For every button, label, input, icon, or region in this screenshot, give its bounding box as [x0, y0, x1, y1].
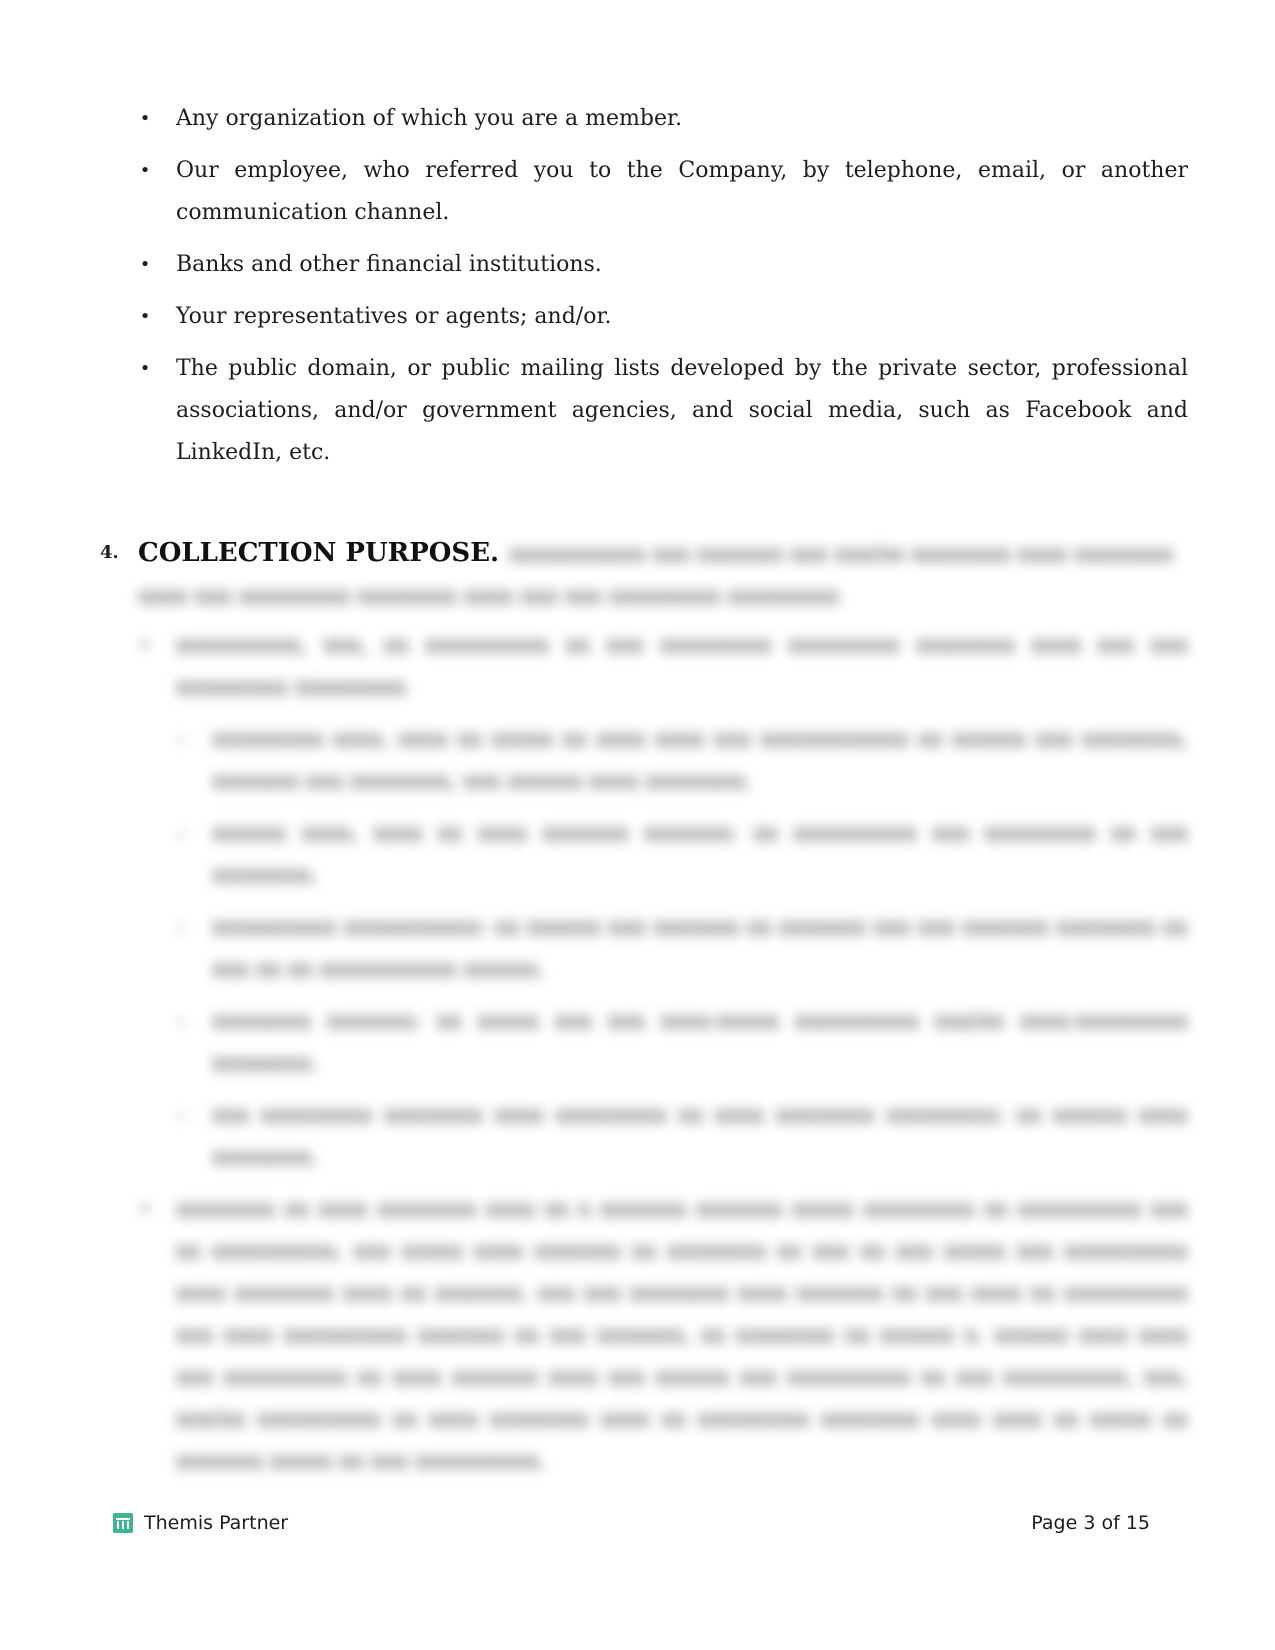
source-list	[138, 98, 1188, 484]
list-item-text: The public domain, or public mailing lists developed by the private sector, professional associations, and/or government agencies, and social media, such as Facebook and LinkedIn, etc.	[176, 356, 1188, 465]
bullet-icon: •	[139, 306, 151, 327]
blurred-sub-item: - xxxxxxxx xxxxxxx: xx xxxxx xxx xxx xxxx-xxxxx xxxxxxxxxx xxx/xx xxxx-xxxxxxxxx xxxxxxxx.	[138, 1001, 1188, 1085]
bullet-icon: •	[139, 108, 151, 129]
themis-logo-icon	[110, 1512, 136, 1534]
blurred-content	[138, 625, 1188, 1493]
blurred-sub-item: - xxxxxxxxx xxxx, xxxx xx xxxxx xx xxxx xxxx xxx xxxxxxxxxxxx xx xxxxxx xxx xxxxxxxx, xxxxxxx xxx xxxxxxxx, xxx xxxxxx xxxx xxxxxxxx.	[138, 719, 1188, 803]
bullet-icon: •	[139, 254, 151, 275]
blurred-sub-item: - xxxxxx xxxx, xxxx xx xxxx xxxxxxx xxxxxxx: xx xxxxxxxxxx xxx xxxxxxxxx xx xxx xxxxxxxx.	[138, 813, 1188, 897]
bullet-icon: •	[139, 160, 151, 181]
list-item	[138, 150, 1188, 234]
bullet-icon: •	[139, 635, 151, 656]
section-collection-purpose	[100, 532, 1188, 618]
dash-icon: -	[178, 915, 186, 940]
list-item-text: Your representatives or agents; and/or.	[176, 304, 612, 329]
bullet-icon: •	[139, 1199, 151, 1220]
list-item	[138, 98, 1188, 140]
blurred-text: xxxxxxxxxxx xxx xxxxxxx xxx xxx/xx xxxxxxxx xxxx xxxxxxxx xxxx xxx xxxxxxxxx xxxxxxxx xxxx xxx xxx xxxxxxxxx xxxxxxxxx	[138, 542, 1174, 609]
list-item-text: Banks and other financial institutions.	[176, 252, 602, 277]
dash-icon: -	[178, 727, 186, 752]
page-number: Page 3 of 15	[1031, 1512, 1150, 1534]
dash-icon: -	[178, 1009, 186, 1034]
list-item	[138, 296, 1188, 338]
section-heading	[100, 532, 1188, 618]
list-item-text: Any organization of which you are a member.	[176, 106, 683, 131]
brand	[110, 1512, 288, 1534]
list-item	[138, 348, 1188, 474]
list-item-text: Our employee, who referred you to the Company, by telephone, email, or another communication channel.	[176, 158, 1188, 225]
section-number: 4.	[100, 542, 119, 563]
blurred-sub-item: - xxxxxxxxxx xxxxxxxxxxx: xx xxxxxx xxx xxxxxxx xx xxxxxxx xxx xxx xxxxxxx xxxxxxxx xx xxx xx xx xxxxxxxxxxx xxxxxx.	[138, 907, 1188, 991]
list-item	[138, 244, 1188, 286]
page-footer	[110, 1512, 1150, 1542]
blurred-list-item: • xxxxxxxxxx, xxx, xx xxxxxxxxxx xx xxx xxxxxxxxx xxxxxxxxx xxxxxxxx xxxx xxx xxx xxxxxxxxx xxxxxxxxx	[138, 625, 1188, 709]
dash-icon: -	[178, 1103, 186, 1128]
brand-name: Themis Partner	[144, 1512, 289, 1534]
blurred-list-item: • xxxxxxxx xx xxxx xxxxxxxx xxxx xx x xxxxxxx xxxxxxx xxxxx xxxxxxxxx xx xxxxxxxxxx xxx xx xxxxxxxxxx, xxx xxxxx xxxx xxxxxxx xx xxxxxxxx xx xxx xx xxx xxxxx xxx xxxxxxxxxx xxxx xxxxxxxx xxxx xx xxxxxxx. xxx xxx xxxxxxxx xxxx xxxxxxx xx xxx xxxx xx xxxxxxxxxx xxx xxxx xxxxxxxxxx xxxxxxx xx xxx xxxxxxx, xx xxxxxxxx xx xxxxxx x. xxxxxx xxxx xxxx xxx xxxxxxxxxx xx xxxx xxxxxxx xxxx xxx xxxxxx xxx xxxxxxxxxx xx xxx xxxxxxxxxx, xxx, xxx/xx xxxxxxxxxx xx xxxx xxxxxxxx xxxx xx xxxxxxxxx xxxxxxxx xxxx xxxx xx xxxxx xx xxxxxxx xxxxx xx xxx xxxxxxxxxx.	[138, 1189, 1188, 1483]
blurred-sub-item: - xxx xxxxxxxxx xxxxxxxx xxxx xxxxxxxxx xx xxxx xxxxxxxx xxxxxxxxx: xx xxxxxx xxxx xxxxxxxx.	[138, 1095, 1188, 1179]
dash-icon: -	[178, 821, 186, 846]
section-title: COLLECTION PURPOSE.	[138, 538, 500, 568]
bullet-icon: •	[139, 358, 151, 379]
